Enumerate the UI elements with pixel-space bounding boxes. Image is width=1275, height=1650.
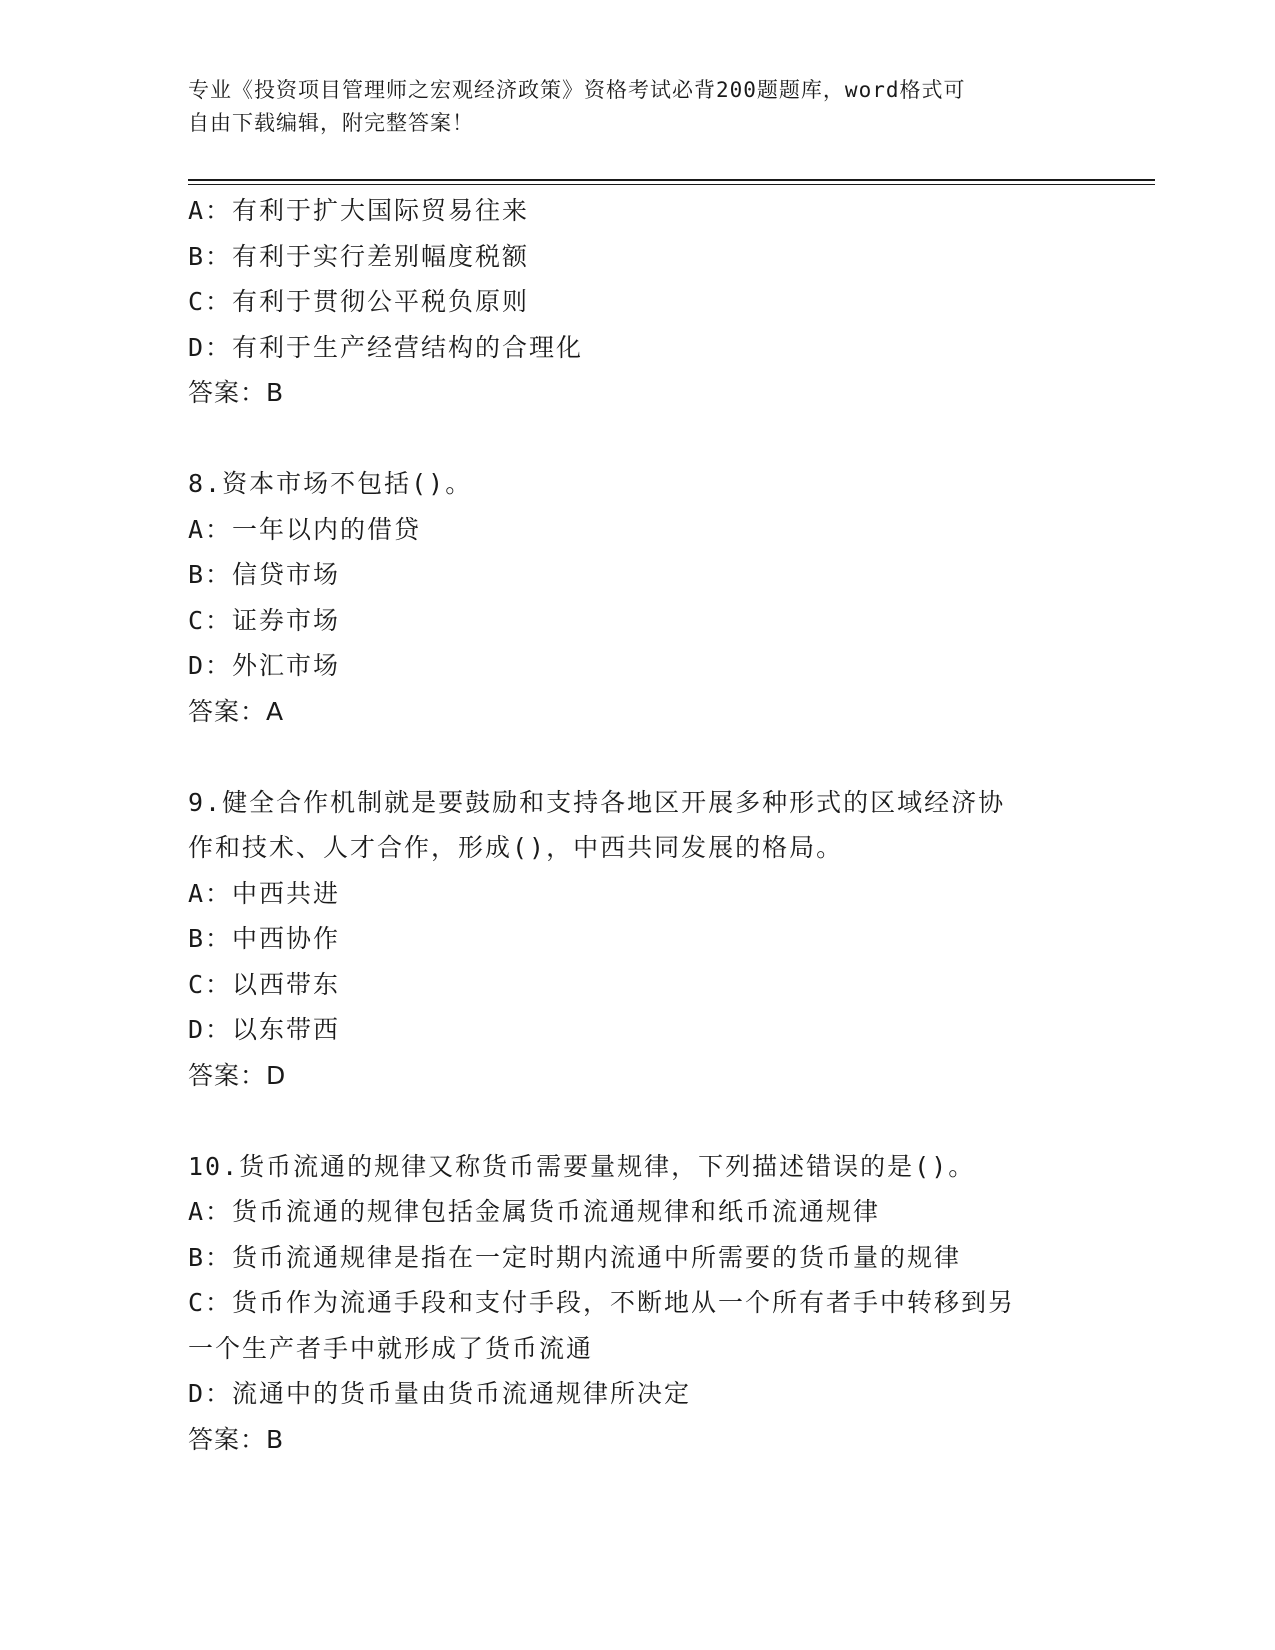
question-8	[188, 461, 1088, 734]
document-header	[188, 74, 1088, 140]
spacer	[188, 1098, 1088, 1144]
option-b: B：货币流通规律是指在一定时期内流通中所需要的货币量的规律	[188, 1242, 962, 1272]
option-d: D：有利于生产经营结构的合理化	[188, 332, 584, 362]
option-d: D：外汇市场	[188, 651, 341, 680]
answer-line: 答案：B	[188, 1424, 285, 1454]
header-line-1: 专业《投资项目管理师之宏观经济政策》资格考试必背200题题库，word格式可	[188, 78, 966, 102]
option-a: A：一年以内的借贷	[188, 514, 422, 544]
answer-line: 答案：D	[188, 1060, 287, 1090]
option-a: A：货币流通的规律包括金属货币流通规律和纸币流通规律	[188, 1197, 881, 1226]
option-d: D：流通中的货币量由货币流通规律所决定	[188, 1379, 692, 1408]
option-c-continued: 一个生产者手中就形成了货币流通	[188, 1333, 594, 1363]
option-a: A：有利于扩大国际贸易往来	[188, 196, 530, 225]
option-a: A：中西共进	[188, 878, 341, 908]
option-b: B：中西协作	[188, 924, 341, 953]
question-9	[188, 780, 1088, 1099]
header-line-2: 自由下载编辑，附完整答案！	[188, 111, 474, 135]
option-b: B：信贷市场	[188, 560, 341, 589]
option-c: C：有利于贯彻公平税负原则	[188, 287, 530, 316]
question-10	[188, 1144, 1088, 1463]
question-stem-continued: 作和技术、人才合作，形成()，中西共同发展的格局。	[188, 833, 844, 862]
answer-line: 答案：A	[188, 696, 285, 726]
question-7-continued	[188, 188, 1088, 416]
answer-line: 答案：B	[188, 378, 285, 407]
spacer	[188, 734, 1088, 780]
option-c: C：货币作为流通手段和支付手段，不断地从一个所有者手中转移到另	[188, 1288, 1016, 1317]
question-stem: 9.健全合作机制就是要鼓励和支持各地区开展多种形式的区域经济协	[188, 787, 1006, 817]
header-divider-thin	[188, 184, 1155, 185]
option-d: D：以东带西	[188, 1015, 341, 1044]
option-b: B：有利于实行差别幅度税额	[188, 241, 530, 271]
header-divider-thick	[188, 179, 1155, 181]
option-c: C：以西带东	[188, 969, 341, 999]
question-stem: 8.资本市场不包括()。	[188, 469, 473, 498]
question-stem: 10.货币流通的规律又称货币需要量规律，下列描述错误的是()。	[188, 1151, 976, 1181]
option-c: C：证券市场	[188, 605, 341, 635]
question-content	[188, 188, 1088, 1462]
spacer	[188, 416, 1088, 462]
